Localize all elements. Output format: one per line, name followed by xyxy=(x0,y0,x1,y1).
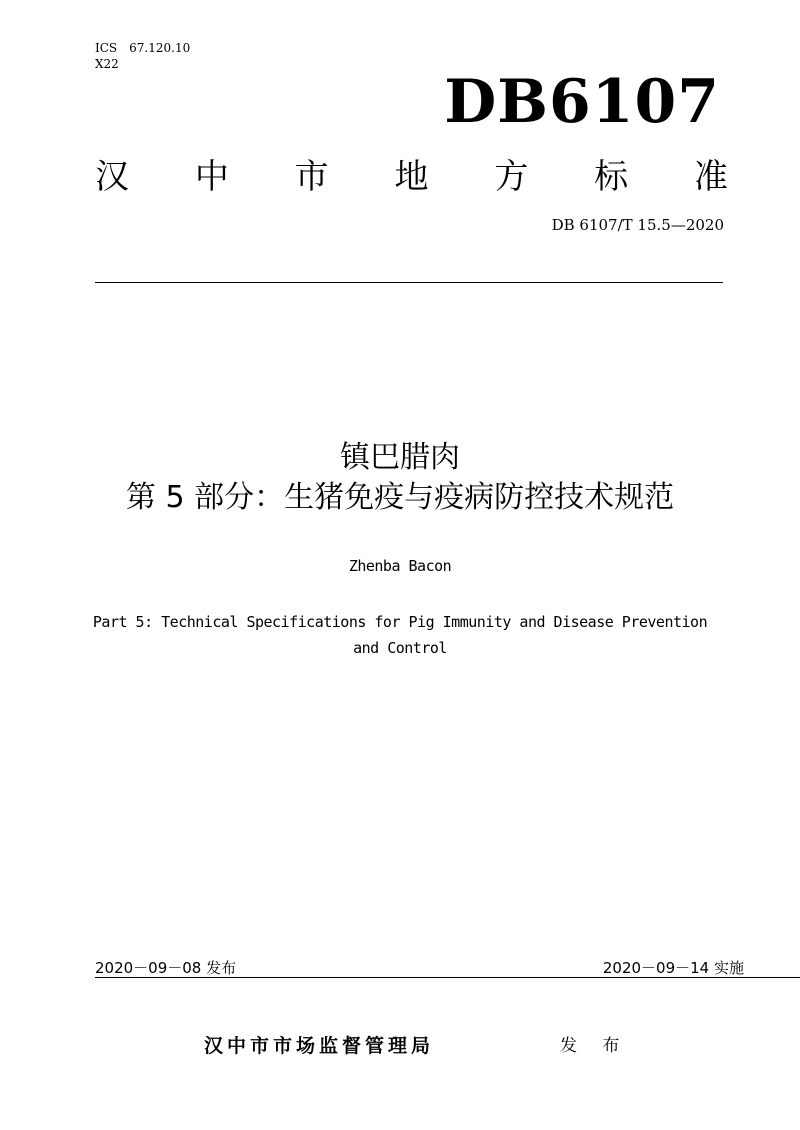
standard-type-char: 市 xyxy=(294,157,329,197)
standard-number: DB 6107/T 15.5—2020 xyxy=(551,216,724,234)
bottom-divider xyxy=(95,977,800,978)
title-cn-line2: 第 5 部分：生猪免疫与疫病防控技术规范 xyxy=(125,480,675,515)
standard-type-char: 汉 xyxy=(95,157,129,197)
title-en-line2-text: Part 5: Technical Specifications for Pig Immunity and Disease Prevention xyxy=(92,613,708,631)
title-cn-line1: 镇巴腊肉 xyxy=(340,440,460,475)
standard-code: DB6107 xyxy=(444,67,720,137)
standard-type-char: 标 xyxy=(594,157,629,197)
standard-type-char: 中 xyxy=(194,157,229,197)
standard-type-char: 准 xyxy=(693,157,728,197)
implement-date: 2020－09－14 实施 xyxy=(602,959,744,977)
ics-label: ICS xyxy=(95,41,118,55)
title-en-line3-text: and Control xyxy=(353,639,447,657)
ics-block xyxy=(95,40,190,72)
publisher-name: 汉中市市场监督管理局 xyxy=(204,1035,435,1057)
standard-type-char: 地 xyxy=(394,157,429,197)
title-en-line1: Zhenba Bacon xyxy=(348,557,452,575)
title-en-line2 xyxy=(60,609,740,661)
standard-type-title xyxy=(95,155,728,199)
standard-type-char: 方 xyxy=(494,157,529,197)
publish-label: 发 布 xyxy=(560,1036,630,1056)
top-divider xyxy=(95,282,723,283)
ics-code: 67.120.10 xyxy=(129,41,191,55)
ccs-code: X22 xyxy=(95,57,119,71)
issue-date: 2020－09－08 发布 xyxy=(95,959,237,977)
